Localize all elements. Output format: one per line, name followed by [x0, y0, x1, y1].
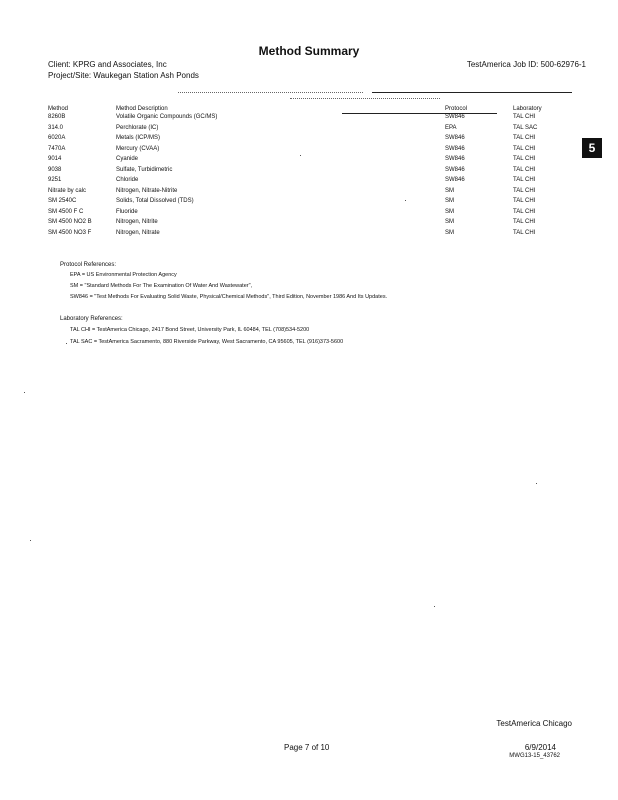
cell-description: Chloride — [116, 177, 139, 183]
cell-method: 9038 — [48, 166, 62, 173]
cell-lab: TAL CHI — [513, 198, 536, 204]
cell-method: SM 4500 NO3 F — [48, 229, 92, 236]
page-number: Page 7 of 10 — [284, 743, 330, 752]
scan-speck — [30, 540, 31, 541]
scan-speck — [405, 200, 406, 201]
cell-lab: TAL CHI — [513, 135, 536, 141]
cell-lab: TAL CHI — [513, 187, 536, 194]
cell-lab: TAL CHI — [513, 156, 536, 162]
cell-method: 9251 — [48, 177, 62, 183]
scan-speck — [24, 392, 25, 393]
table-row — [48, 156, 553, 167]
cell-method: 8260B — [48, 114, 66, 120]
column-header-method: Method — [48, 106, 69, 112]
header-dotted-rule-2 — [290, 98, 440, 99]
table-row — [48, 167, 553, 178]
table-row — [48, 125, 553, 136]
cell-lab: TAL CHI — [513, 177, 536, 183]
table-row — [48, 198, 553, 209]
table-row — [48, 230, 553, 241]
table-row — [48, 219, 553, 230]
cell-protocol: SW846 — [445, 156, 465, 162]
footer-lab-name: TestAmerica Chicago — [496, 719, 572, 728]
table-row — [48, 135, 553, 146]
scan-speck — [300, 155, 301, 156]
cell-protocol: SM — [445, 219, 454, 225]
header-dotted-rule — [178, 92, 363, 93]
cell-method: Nitrate by calc — [48, 187, 87, 194]
cell-method: SM 2540C — [48, 198, 77, 204]
cell-lab: TAL CHI — [513, 166, 536, 173]
cell-method: SM 4500 F C — [48, 208, 84, 215]
laboratory-reference-sacramento: TAL SAC = TestAmerica Sacramento, 880 Riverside Parkway, West Sacramento, CA 95605, TEL (916)373-5600 — [70, 339, 344, 345]
cell-description: Cyanide — [116, 156, 139, 162]
cell-lab: TAL SAC — [513, 124, 538, 131]
cell-description: Volatile Organic Compounds (GC/MS) — [116, 114, 218, 120]
job-id: TestAmerica Job ID: 500-62976-1 — [466, 60, 586, 69]
document-code: MWG13-15_43762 — [509, 753, 560, 759]
cell-description: Nitrogen, Nitrate — [116, 229, 160, 236]
table-row — [48, 209, 553, 220]
cell-description: Metals (ICP/MS) — [116, 135, 161, 141]
cell-protocol: SW846 — [445, 166, 465, 173]
cell-protocol: SW846 — [445, 145, 465, 152]
cell-method: 7470A — [48, 145, 66, 152]
cell-protocol: SM — [445, 198, 454, 204]
cell-description: Solids, Total Dissolved (TDS) — [116, 198, 194, 204]
table-header-row — [48, 104, 553, 114]
table-row — [48, 114, 553, 125]
scan-speck — [66, 343, 67, 344]
protocol-reference-sm: SM = "Standard Methods For The Examination Of Water And Wastewater", — [70, 283, 253, 289]
table-row — [48, 188, 553, 199]
scan-speck — [434, 606, 435, 607]
column-header-description: Method Description — [116, 106, 168, 112]
laboratory-references-heading: Laboratory References: — [60, 316, 123, 322]
cell-protocol: SM — [445, 229, 454, 236]
project-line: Project/Site: Waukegan Station Ash Ponds — [48, 71, 199, 80]
scan-speck — [536, 483, 537, 484]
column-header-protocol: Protocol — [445, 106, 468, 112]
protocol-reference-epa: EPA = US Environmental Protection Agency — [70, 272, 177, 278]
section-tab: 5 — [582, 138, 602, 158]
page-title: Method Summary — [258, 44, 360, 58]
cell-method: SM 4500 NO2 B — [48, 219, 92, 225]
cell-method: 314.0 — [48, 124, 64, 131]
cell-protocol: SM — [445, 187, 454, 194]
cell-description: Sulfate, Turbidimetric — [116, 166, 173, 173]
cell-description: Mercury (CVAA) — [116, 145, 160, 152]
cell-description: Nitrogen, Nitrate-Nitrite — [116, 187, 178, 194]
cell-protocol: EPA — [445, 124, 457, 131]
column-header-laboratory: Laboratory — [513, 106, 542, 112]
report-date: 6/9/2014 — [524, 743, 556, 752]
cell-description: Nitrogen, Nitrite — [116, 219, 158, 225]
table-row — [48, 177, 553, 188]
cell-lab: TAL CHI — [513, 145, 536, 152]
cell-protocol: SW846 — [445, 114, 465, 120]
laboratory-reference-chicago: TAL CHI = TestAmerica Chicago, 2417 Bond Street, University Park, IL 60484, TEL (708)534-5200 — [70, 327, 310, 333]
cell-lab: TAL CHI — [513, 114, 536, 120]
cell-description: Perchlorate (IC) — [116, 124, 159, 131]
client-line: Client: KPRG and Associates, Inc — [48, 60, 167, 69]
cell-method: 9014 — [48, 156, 62, 162]
cell-lab: TAL CHI — [513, 219, 536, 225]
header-rule — [372, 92, 572, 93]
protocol-reference-sw846: SW846 = "Test Methods For Evaluating Solid Waste, Physical/Chemical Methods", Third Edition, November 1986 And Its Updates. — [70, 294, 388, 300]
cell-protocol: SW846 — [445, 177, 465, 183]
protocol-references-heading: Protocol References: — [60, 262, 117, 268]
cell-lab: TAL CHI — [513, 208, 536, 215]
cell-lab: TAL CHI — [513, 229, 536, 236]
cell-method: 6020A — [48, 135, 66, 141]
cell-protocol: SW846 — [445, 135, 465, 141]
cell-protocol: SM — [445, 208, 454, 215]
method-table — [48, 104, 553, 240]
cell-description: Fluoride — [116, 208, 138, 215]
